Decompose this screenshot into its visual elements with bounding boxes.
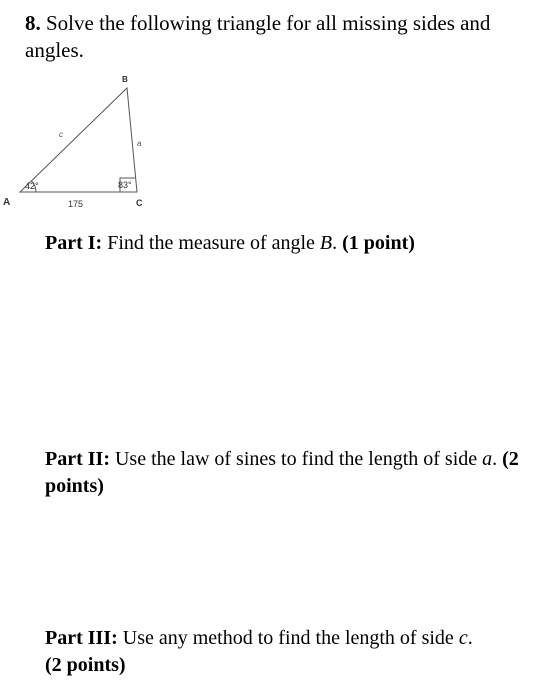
triangle-figure	[0, 70, 160, 215]
part-3-text: Use any method to find the length of side	[117, 627, 459, 649]
part-3-label: Part III:	[45, 627, 118, 649]
part-1-variable: B	[319, 232, 333, 254]
part-1-text: Find the measure of angle	[102, 232, 320, 254]
part-1-text-after: .	[332, 232, 343, 254]
angle-c-label: 83°	[118, 180, 132, 190]
part-1-label: Part I:	[45, 232, 103, 254]
vertex-b-label: B	[122, 75, 128, 84]
part-2-points: (2 points)	[45, 448, 519, 497]
problem-statement	[25, 10, 545, 64]
problem-number: 8.	[25, 11, 41, 35]
part-3-variable: c	[458, 627, 468, 649]
angle-a-label: 42°	[25, 181, 39, 191]
part-2-label: Part II:	[45, 448, 110, 470]
part-3-points: (2 points)	[45, 654, 126, 676]
side-a-label: a	[137, 139, 142, 148]
part-2-variable: a	[482, 448, 493, 470]
part-1-points: (1 point)	[342, 232, 415, 254]
vertex-c-label: C	[136, 198, 143, 208]
part-2-question	[45, 446, 545, 500]
part-2-text: Use the law of sines to find the length of side	[109, 448, 483, 470]
part-1-question	[45, 230, 545, 257]
part-2-text-after: .	[492, 448, 503, 470]
part-3-question	[45, 625, 545, 679]
part-3-text-after: .	[467, 627, 473, 649]
vertex-a-label: A	[3, 197, 11, 208]
problem-instructions: Solve the following triangle for all missing sides and angles.	[25, 11, 491, 62]
side-b-length-label: 175	[68, 199, 84, 209]
side-c-label: c	[59, 130, 63, 139]
triangle-shape	[20, 88, 137, 192]
